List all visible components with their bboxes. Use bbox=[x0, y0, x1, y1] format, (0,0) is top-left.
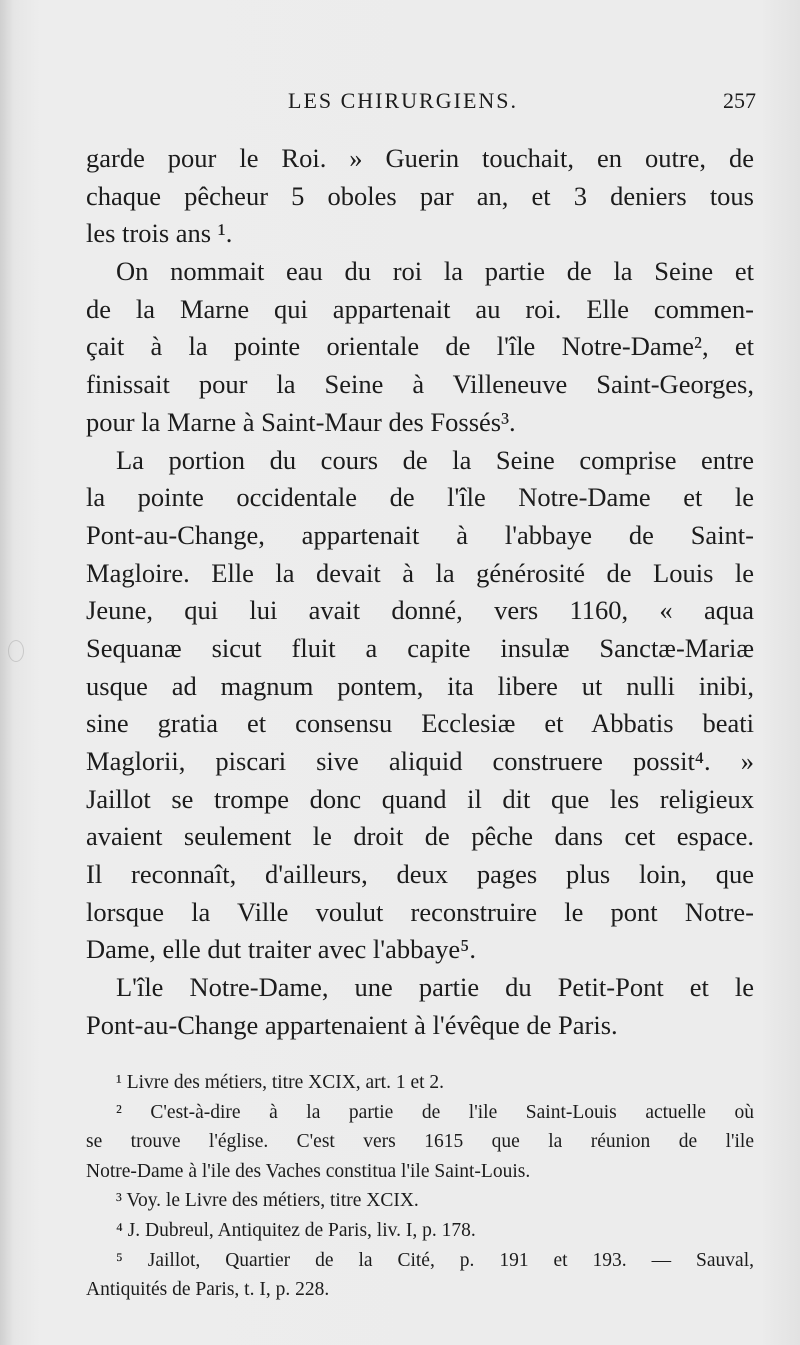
text-line: Pont-au-Change appartenaient à l'évêque de Paris. bbox=[86, 1009, 618, 1040]
footnote-line: ³ Voy. le Livre des métiers, titre XCIX. bbox=[116, 1190, 419, 1212]
text-line: finissait pour la Seine à Villeneuve Saint-Georges, bbox=[86, 369, 754, 400]
text-line: la pointe occidentale de l'île Notre-Dame et le bbox=[86, 482, 754, 513]
text-line: sine gratia et consensu Ecclesiæ et Abbatis beati bbox=[86, 708, 754, 739]
text-line: Maglorii, piscari sive aliquid construere possit⁴. » bbox=[86, 746, 754, 776]
text-line: L'île Notre-Dame, une partie du Petit-Pont et le bbox=[116, 972, 754, 1003]
text-line: Il reconnaît, d'ailleurs, deux pages plus loin, que bbox=[86, 859, 754, 890]
footnote-line: ¹ Livre des métiers, titre XCIX, art. 1 et 2. bbox=[116, 1072, 445, 1093]
footnote-line: se trouve l'église. C'est vers 1615 que la réunion de l'ile bbox=[86, 1131, 754, 1153]
text-line: chaque pêcheur 5 oboles par an, et 3 deniers tous bbox=[86, 180, 754, 211]
text-line: lorsque la Ville voulut reconstruire le pont Notre- bbox=[86, 896, 754, 927]
text-line: çait à la pointe orientale de l'île Notre-Dame², et bbox=[86, 331, 754, 362]
footnote-line: Notre-Dame à l'ile des Vaches constitua l'ile Saint-Louis. bbox=[86, 1160, 531, 1182]
text-line: Pont-au-Change, appartenait à l'abbaye de Saint- bbox=[86, 519, 754, 550]
text-line: garde pour le Roi. » Guerin touchait, en outre, de bbox=[86, 143, 754, 173]
text-line: avaient seulement le droit de pêche dans cet espace. bbox=[86, 821, 754, 852]
text-line: On nommait eau du roi la partie de la Seine et bbox=[116, 256, 754, 287]
text-line: usque ad magnum pontem, ita libere ut nulli inibi, bbox=[86, 670, 754, 701]
text-line: les trois ans ¹. bbox=[86, 218, 233, 249]
paper-blemish bbox=[8, 640, 24, 662]
text-line: de la Marne qui appartenait au roi. Elle commen- bbox=[86, 293, 754, 324]
footnotes bbox=[86, 1068, 754, 1305]
text-line: Jeune, qui lui avait donné, vers 1160, « aqua bbox=[86, 595, 754, 626]
text-line: La portion du cours de la Seine comprise entre bbox=[116, 444, 754, 475]
text-line: Dame, elle dut traiter avec l'abbaye⁵. bbox=[86, 934, 476, 965]
text-line: pour la Marne à Saint-Maur des Fossés³. bbox=[86, 406, 516, 437]
page-number: 257 bbox=[723, 88, 756, 113]
footnote-line: ⁴ J. Dubreul, Antiquitez de Paris, liv. I, p. 178. bbox=[116, 1219, 476, 1241]
text-line: Magloire. Elle la devait à la générosité de Louis le bbox=[86, 557, 754, 588]
text-line: Jaillot se trompe donc quand il dit que les religieux bbox=[86, 783, 754, 814]
page-header bbox=[88, 88, 756, 118]
text-line: Sequanæ sicut fluit a capite insulæ Sanctæ-Mariæ bbox=[86, 632, 754, 663]
running-head: LES CHIRURGIENS. bbox=[288, 88, 519, 113]
footnote-line: ⁵ Jaillot, Quartier de la Cité, p. 191 et 193. — Sauval, bbox=[116, 1249, 754, 1271]
footnote-line: ² C'est-à-dire à la partie de l'ile Saint-Louis actuelle où bbox=[116, 1101, 754, 1123]
footnote-line: Antiquités de Paris, t. I, p. 228. bbox=[86, 1279, 330, 1301]
body-text bbox=[86, 140, 754, 1045]
